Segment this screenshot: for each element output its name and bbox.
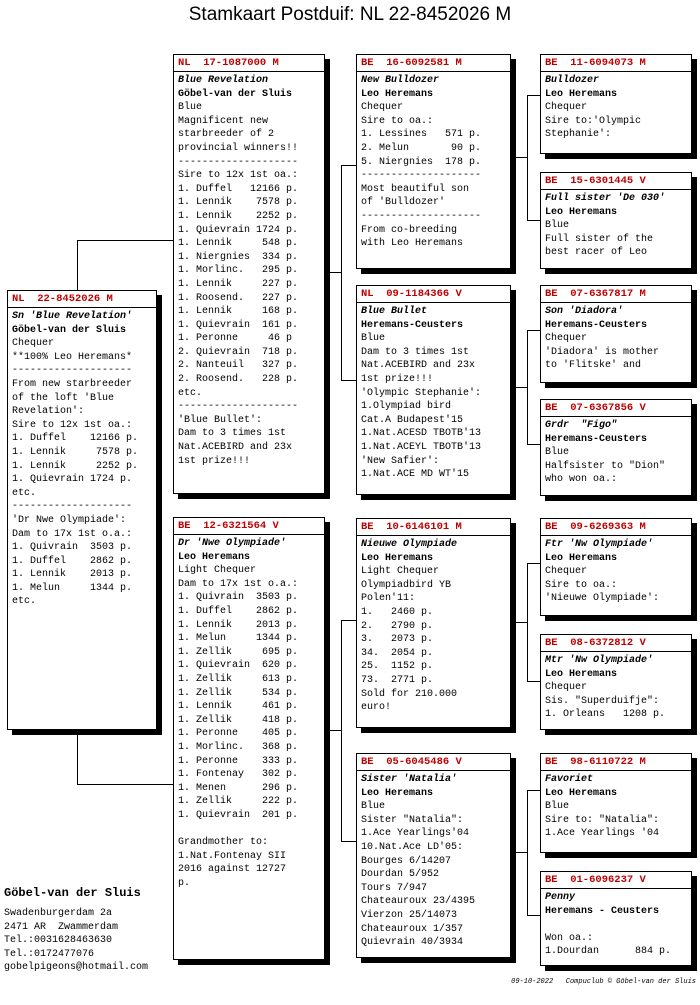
card-line: Sire to 12x 1st oa.: (178, 170, 299, 182)
card-line: 1. Orleans 1208 p. (545, 709, 666, 721)
card-line: Sire to oa.: (361, 115, 434, 127)
card-line: Sire to:'Olympic (545, 115, 642, 127)
pedigree-card-dds[interactable] (540, 753, 692, 853)
connector-line (515, 387, 528, 388)
card-line: 1. Quievrain 1724 p. (12, 474, 133, 486)
card-line: Dam to 3 times 1st (178, 428, 287, 440)
card-line: Tours 7/947 (361, 882, 428, 894)
card-line: Olympiadbird YB (361, 579, 452, 591)
pigeon-name: Nieuwe Olympiade (361, 539, 458, 550)
pigeon-owner: Leo Heremans (178, 551, 251, 563)
card-line: Light Chequer (361, 566, 440, 578)
breeder-phone-mobile: Tel.:0031628463630 (4, 935, 113, 946)
connector-line (77, 731, 78, 784)
ring-number: NL 09-1184366 V (357, 288, 510, 303)
card-line: **100% Leo Heremans* (12, 351, 133, 363)
card-line: 1. Lennik 168 p. (178, 306, 299, 318)
connector-line (527, 95, 540, 96)
card-line: Magnificent new (178, 115, 269, 127)
card-line (545, 918, 687, 932)
connector-line (527, 444, 540, 445)
card-line: 1. Lennik 2013 p. (12, 569, 133, 581)
card-line: Chequer (545, 566, 588, 578)
pedigree-card-dam-dam[interactable] (356, 753, 511, 958)
ring-number: BE 11-6094073 M (541, 57, 691, 72)
card-line: 1. Lennik 7578 p. (178, 197, 299, 209)
pigeon-owner: Heremans - Ceusters (545, 905, 660, 917)
ring-number: BE 05-6045486 V (357, 756, 510, 771)
pedigree-card-sire[interactable] (173, 54, 325, 494)
card-line: 1.Ace Yearlings '04 (545, 828, 660, 840)
card-line: -------------------- (178, 401, 299, 413)
connector-line (515, 157, 528, 158)
connector-line (77, 240, 173, 241)
card-line: 34. 2054 p. (361, 647, 434, 659)
card-line: Chequer (12, 338, 55, 350)
pedigree-card-sire-dam[interactable] (356, 285, 511, 495)
ring-number: NL 17-1087000 M (174, 57, 324, 72)
connector-line (527, 563, 540, 564)
pigeon-owner: Leo Heremans (545, 552, 618, 564)
card-line: Sire to oa.: (545, 579, 618, 591)
page-title: Stamkaart Postduif: NL 22-8452026 M (188, 4, 512, 25)
pedigree-card-subject[interactable] (7, 290, 157, 730)
card-line: 1st prize!!! (178, 455, 251, 467)
connector-line (341, 165, 356, 166)
card-line: Stephanie': (545, 129, 612, 141)
card-line: Vierzon 25/14073 (361, 909, 458, 921)
connector-line (341, 380, 356, 381)
card-line: Grandmother to: (178, 837, 269, 849)
pedigree-card-dam[interactable] (173, 517, 325, 960)
connector-line (527, 790, 540, 791)
card-line: 1. Lennik 461 p. (178, 701, 299, 713)
card-line: with Leo Heremans (361, 238, 464, 250)
card-line: 1.Ace Yearlings'04 (361, 828, 470, 840)
ring-number: BE 07-6367856 V (541, 402, 691, 417)
pigeon-name: Dr 'Nwe Olympiade' (178, 538, 287, 549)
card-line: 1. Lennik 2013 p. (178, 619, 299, 631)
card-line: 1. Quievrain 620 p. (178, 660, 299, 672)
card-line: 2016 against 12727 (178, 864, 287, 876)
card-line: 1. Melun 1344 p. (178, 633, 299, 645)
connector-line (515, 852, 528, 853)
card-line: Blue (545, 447, 570, 459)
pigeon-owner: Leo Heremans (545, 787, 618, 799)
pedigree-card-dam-sire[interactable] (356, 518, 511, 728)
pigeon-name: Blue Revelation (178, 75, 269, 86)
card-line: Light Chequer (178, 565, 257, 577)
ring-number: BE 12-6321564 V (174, 520, 324, 535)
card-line: -------------------- (12, 365, 133, 377)
card-line: 2. Nanteuil 327 p. (178, 360, 299, 372)
card-line: 1. Zellik 613 p. (178, 673, 299, 685)
pedigree-card-sire-sire[interactable] (356, 54, 511, 269)
card-line: 1. Duffel 2862 p. (12, 555, 133, 567)
card-line: 1. Peronne 405 p. (178, 728, 299, 740)
pigeon-name: Mtr 'Nw Olympiade' (545, 655, 654, 666)
card-line: 1st prize!!! (361, 373, 434, 385)
pedigree-card-dss[interactable] (540, 518, 692, 616)
connector-line (527, 220, 540, 221)
card-line: 73. 2771 p. (361, 674, 434, 686)
card-line: euro! (361, 702, 392, 714)
card-line: Quievrain 40/3934 (361, 937, 464, 949)
card-line: to 'Flitske' and (545, 360, 642, 372)
card-line: Sister "Natalia": (361, 814, 464, 826)
pigeon-owner: Leo Heremans (545, 668, 618, 680)
card-line: 1.Nat.Fontenay SII (178, 850, 287, 862)
card-line: etc. (12, 487, 37, 499)
pigeon-owner: Heremans-Ceusters (361, 319, 464, 331)
pigeon-name: Ftr 'Nw Olympiade' (545, 539, 654, 550)
card-line: etc. (12, 596, 37, 608)
pigeon-owner: Leo Heremans (545, 88, 618, 100)
card-line: Dam to 17x 1st o.a.: (12, 528, 133, 540)
card-line: 1. Quievrain 1724 p. (178, 224, 299, 236)
card-line: Dourdan 5/952 (361, 869, 440, 881)
card-line: of 'Bulldozer' (361, 197, 446, 209)
card-line: Chequer (545, 333, 588, 345)
ring-number: BE 01-6096237 V (541, 874, 691, 889)
card-line: 1.Dourdan 884 p. (545, 946, 672, 958)
pedigree-card-sdd[interactable] (540, 399, 692, 496)
card-line: 1. Quivrain 3503 p. (178, 592, 299, 604)
card-line: Chequer (361, 102, 404, 114)
pigeon-owner: Leo Heremans (361, 787, 434, 799)
card-line: 1. 2460 p. (361, 606, 434, 618)
card-line: 'Olympic Stephanie': (361, 387, 482, 399)
card-line: Blue (361, 801, 386, 813)
pigeon-owner: Göbel-van der Sluis (178, 88, 293, 100)
card-line: Chateauroux 23/4395 (361, 896, 476, 908)
pigeon-owner: Leo Heremans (545, 206, 618, 218)
breeder-info (4, 885, 148, 975)
card-line: 1. Duffel 2862 p. (178, 605, 299, 617)
connector-line (515, 622, 528, 623)
card-line: 1. Lennik 227 p. (178, 278, 299, 290)
card-line: 1. Melun 1344 p. (12, 582, 133, 594)
card-line: 1. Lennik 2252 p. (12, 460, 139, 472)
card-line: Chequer (545, 682, 588, 694)
connector-line (341, 620, 356, 621)
breeder-email[interactable]: gobelpigeons@hotmail.com (4, 962, 149, 973)
card-line: p. (178, 877, 191, 889)
card-line (178, 822, 320, 836)
card-line: 1.Nat.ACESD TBOTB'13 (361, 428, 482, 440)
card-line: Blue (545, 220, 570, 232)
ring-number: BE 09-6269363 M (541, 521, 691, 536)
card-line: Polen'11: (361, 593, 416, 605)
card-line: 1. Peronne 46 p (178, 333, 293, 345)
card-line: Won oa.: (545, 932, 594, 944)
card-line: 25. 1152 p. (361, 661, 434, 673)
card-line: 'Nieuwe Olympiade': (545, 593, 660, 605)
connector-line (329, 730, 342, 731)
card-line: 'Diadora' is mother (545, 346, 660, 358)
connector-line (329, 272, 342, 273)
card-line: Dam to 3 times 1st (361, 346, 470, 358)
card-line: 'New Safier': (361, 455, 440, 467)
card-line: Dam to 17x 1st o.a.: (178, 578, 299, 590)
pigeon-name: Sister 'Natalia' (361, 774, 458, 785)
card-line: 1. Zellik 695 p. (178, 646, 299, 658)
card-line: 3. 2073 p. (361, 634, 434, 646)
ring-number: BE 98-6110722 M (541, 756, 691, 771)
card-line: starbreeder of 2 (178, 129, 275, 141)
card-line: 1. Niergnies 334 p. (178, 251, 299, 263)
card-line: Cat.A Budapest'15 (361, 414, 464, 426)
pigeon-owner: Leo Heremans (361, 88, 434, 100)
card-line: 10.Nat.Ace LD'05: (361, 841, 464, 853)
card-line: 1. Quivrain 3503 p. (12, 542, 133, 554)
card-line: 1.Nat.ACE MD WT'15 (361, 469, 470, 481)
card-line: 1. Quievrain 161 p. (178, 319, 299, 331)
card-line: 1. Peronne 333 p. (178, 755, 299, 767)
pigeon-owner: Göbel-van der Sluis (12, 324, 127, 336)
card-line: Sis. "Superduifje": (545, 695, 660, 707)
card-line: -------------------- (361, 170, 482, 182)
card-line: Sold for 210.000 (361, 688, 458, 700)
connector-line (341, 841, 356, 842)
card-line: of the loft 'Blue (12, 392, 115, 404)
ring-number: NL 22-8452026 M (8, 293, 156, 308)
footer-credit: 09-10-2022 Compuclub © Göbel-van der Sluis (511, 978, 696, 986)
card-line: -------------------- (178, 156, 299, 168)
card-line: From co-breeding (361, 224, 458, 236)
ring-number: BE 16-6092581 M (357, 57, 510, 72)
card-line: -------------------- (361, 210, 482, 222)
pigeon-owner: Heremans-Ceusters (545, 433, 648, 445)
card-line: etc. (178, 387, 203, 399)
card-line: 1. Zellik 534 p. (178, 687, 299, 699)
card-line: 1. Quievrain 201 p. (178, 809, 299, 821)
card-line: 1. Zellik 222 p. (178, 796, 299, 808)
pigeon-name: Son 'Diadora' (545, 306, 624, 317)
ring-number: BE 15-6301445 V (541, 175, 691, 190)
card-line: 1. Lessines 571 p. (361, 129, 482, 141)
card-line: 'Blue Bullet': (178, 414, 263, 426)
card-line: 1. Menen 296 p. (178, 782, 299, 794)
breeder-name: Göbel-van der Sluis (4, 886, 141, 900)
ring-number: BE 10-6146101 M (357, 521, 510, 536)
breeder-phone: Tel.:0172477076 (4, 948, 95, 960)
pigeon-name: Full sister 'De 030' (545, 193, 666, 204)
card-line: 1. Zellik 418 p. (178, 714, 299, 726)
pedigree-card-dsd[interactable] (540, 634, 692, 730)
card-line: Bourges 6/14207 (361, 855, 452, 867)
card-line: Full sister of the (545, 233, 654, 245)
card-line: 5. Niergnies 178 p. (361, 156, 482, 168)
card-line: 1.Nat.ACEYL TBOTB'13 (361, 441, 482, 453)
ring-number: BE 08-6372812 V (541, 637, 691, 652)
card-line: 1. Morlinc. 295 p. (178, 265, 299, 277)
card-line: Chequer (545, 102, 588, 114)
card-line: Chateauroux 1/357 (361, 923, 464, 935)
card-line: Nat.ACEBIRD and 23x (178, 442, 293, 454)
pedigree-card-ssd[interactable] (540, 172, 692, 269)
card-line: 1. Morlinc. 368 p. (178, 741, 299, 753)
pigeon-name: Sn 'Blue Revelation' (12, 311, 133, 322)
ring-number: BE 07-6367817 M (541, 288, 691, 303)
pigeon-name: New Bulldozer (361, 75, 440, 86)
connector-line (77, 240, 78, 290)
card-line: 'Dr Nwe Olympiade': (12, 514, 127, 526)
card-line: provincial winners!! (178, 142, 299, 154)
card-line: who won oa.: (545, 474, 618, 486)
card-line: Blue (361, 333, 386, 345)
pigeon-name: Favoriet (545, 774, 594, 785)
breeder-address: Swadenburgerdam 2a (4, 908, 113, 919)
connector-line (77, 784, 173, 785)
card-line: 2. Melun 90 p. (361, 142, 482, 154)
card-line: 1. Fontenay 302 p. (178, 769, 299, 781)
card-line: Sire to 12x 1st oa.: (12, 419, 133, 431)
pigeon-owner: Leo Heremans (361, 552, 434, 564)
card-line: Most beautiful son (361, 183, 470, 195)
card-line: Halfsister to "Dion" (545, 460, 666, 472)
pigeon-name: Grdr "Figo" (545, 420, 618, 431)
card-line: -------------------- (12, 501, 133, 513)
card-line: 1. Lennik 7578 p. (12, 446, 139, 458)
card-line: From new starbreeder (12, 378, 133, 390)
card-line: 1. Duffel 12166 p. (12, 433, 139, 445)
card-line: 2. 2790 p. (361, 620, 434, 632)
pedigree-card-sds[interactable] (540, 285, 692, 383)
connector-line (527, 330, 540, 331)
pigeon-owner: Heremans-Ceusters (545, 319, 648, 331)
pigeon-name: Blue Bullet (361, 306, 428, 317)
pedigree-card-sss[interactable] (540, 54, 692, 154)
card-line: Sire to: "Natalia": (545, 814, 660, 826)
card-line: 2. Quievrain 718 p. (178, 346, 299, 358)
card-line: Blue (178, 102, 203, 114)
card-line: 1. Duffel 12166 p. (178, 183, 299, 195)
card-line: 1. Lennik 2252 p. (178, 210, 299, 222)
connector-line (527, 681, 540, 682)
card-line: 1. Roosend. 227 p. (178, 292, 299, 304)
card-line: Nat.ACEBIRD and 23x (361, 360, 476, 372)
pedigree-card-ddd[interactable] (540, 871, 692, 966)
card-line: 1.Olympiad bird (361, 401, 452, 413)
card-line: Blue (545, 801, 570, 813)
card-line: 1. Lennik 548 p. (178, 238, 299, 250)
breeder-postcode: 2471 AR Zwammerdam (4, 921, 119, 933)
connector-line (527, 915, 540, 916)
card-line: best racer of Leo (545, 247, 648, 259)
pigeon-name: Penny (545, 892, 576, 903)
card-line: 2. Roosend. 228 p. (178, 374, 299, 386)
card-line: Revelation': (12, 406, 85, 418)
pigeon-name: Bulldozer (545, 75, 600, 86)
